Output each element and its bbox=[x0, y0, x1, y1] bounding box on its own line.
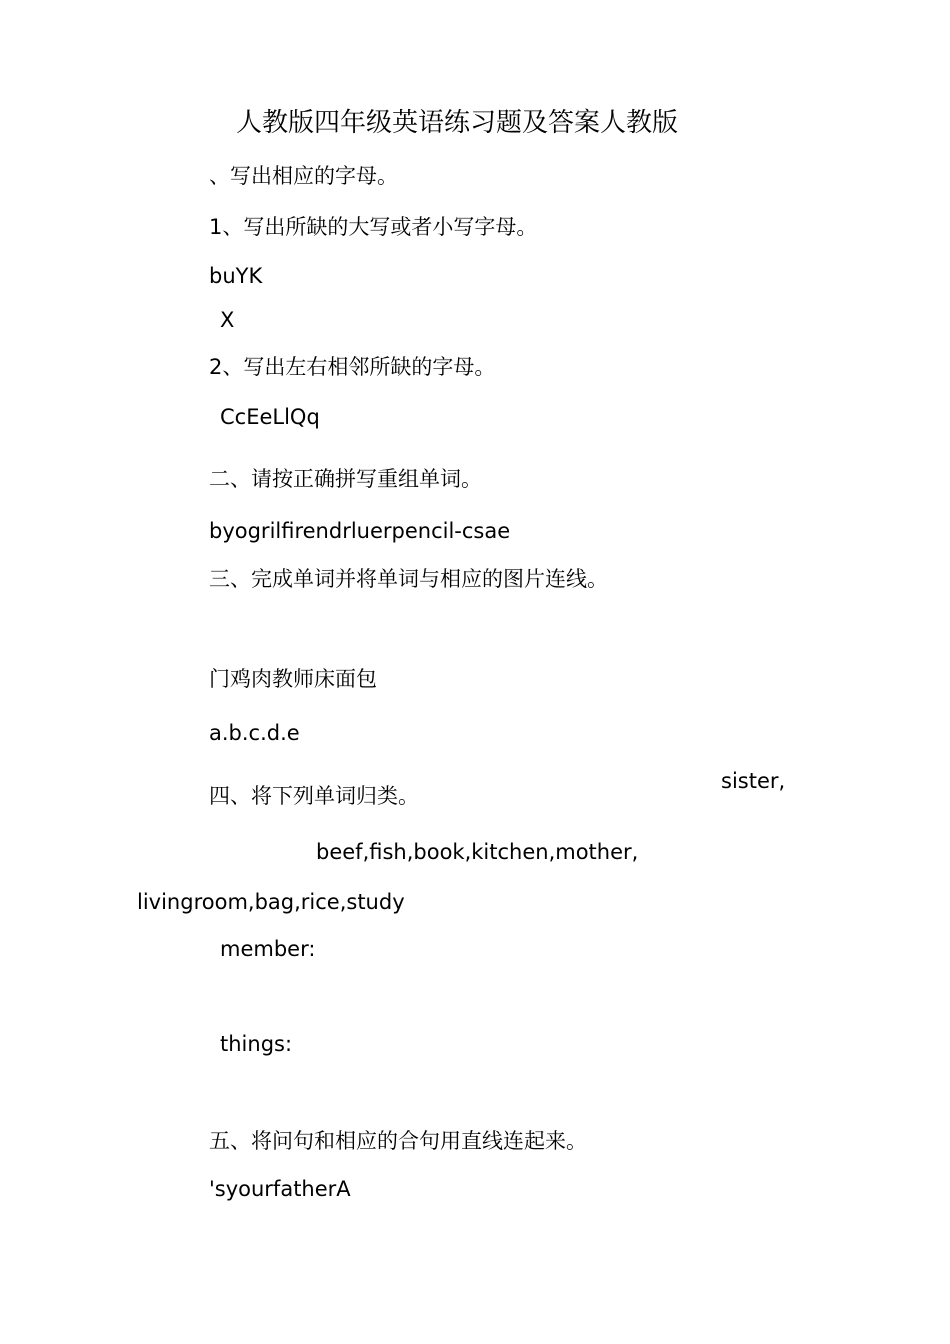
section5-heading: 五、将问句和相应的合句用直线连起来。 bbox=[209, 1129, 587, 1153]
section1-question2-letters: CcEeLlQq bbox=[220, 405, 320, 429]
section5-item1: 'syourfatherA bbox=[209, 1177, 351, 1201]
section3-options: a.b.c.d.e bbox=[209, 721, 300, 745]
section1-question1-extra: X bbox=[220, 308, 235, 332]
section4-things-label: things: bbox=[220, 1032, 293, 1056]
section1-question1: 1、写出所缺的大写或者小写字母。 bbox=[209, 215, 538, 239]
section4-side-word: sister, bbox=[721, 769, 786, 793]
section4-heading: 四、将下列单词归类。 bbox=[209, 784, 419, 808]
section4-member-label: member: bbox=[220, 937, 316, 961]
section4-words-line2: livingroom,bag,rice,study bbox=[137, 890, 405, 914]
section1-heading: 、写出相应的字母。 bbox=[209, 164, 398, 188]
section1-question1-letters: buYK bbox=[209, 264, 263, 288]
section3-words: 门鸡肉教师床面包 bbox=[209, 667, 377, 691]
section1-question2: 2、写出左右相邻所缺的字母。 bbox=[209, 355, 496, 379]
section3-heading: 三、完成单词并将单词与相应的图片连线。 bbox=[209, 567, 608, 591]
document-title: 人教版四年级英语练习题及答案人教版 bbox=[236, 108, 679, 138]
section2-words: byogrilfirendrluerpencil-csae bbox=[209, 519, 511, 543]
section2-heading: 二、请按正确拼写重组单词。 bbox=[209, 467, 482, 491]
section4-words-line1: beef,fish,book,kitchen,mother, bbox=[316, 840, 639, 864]
